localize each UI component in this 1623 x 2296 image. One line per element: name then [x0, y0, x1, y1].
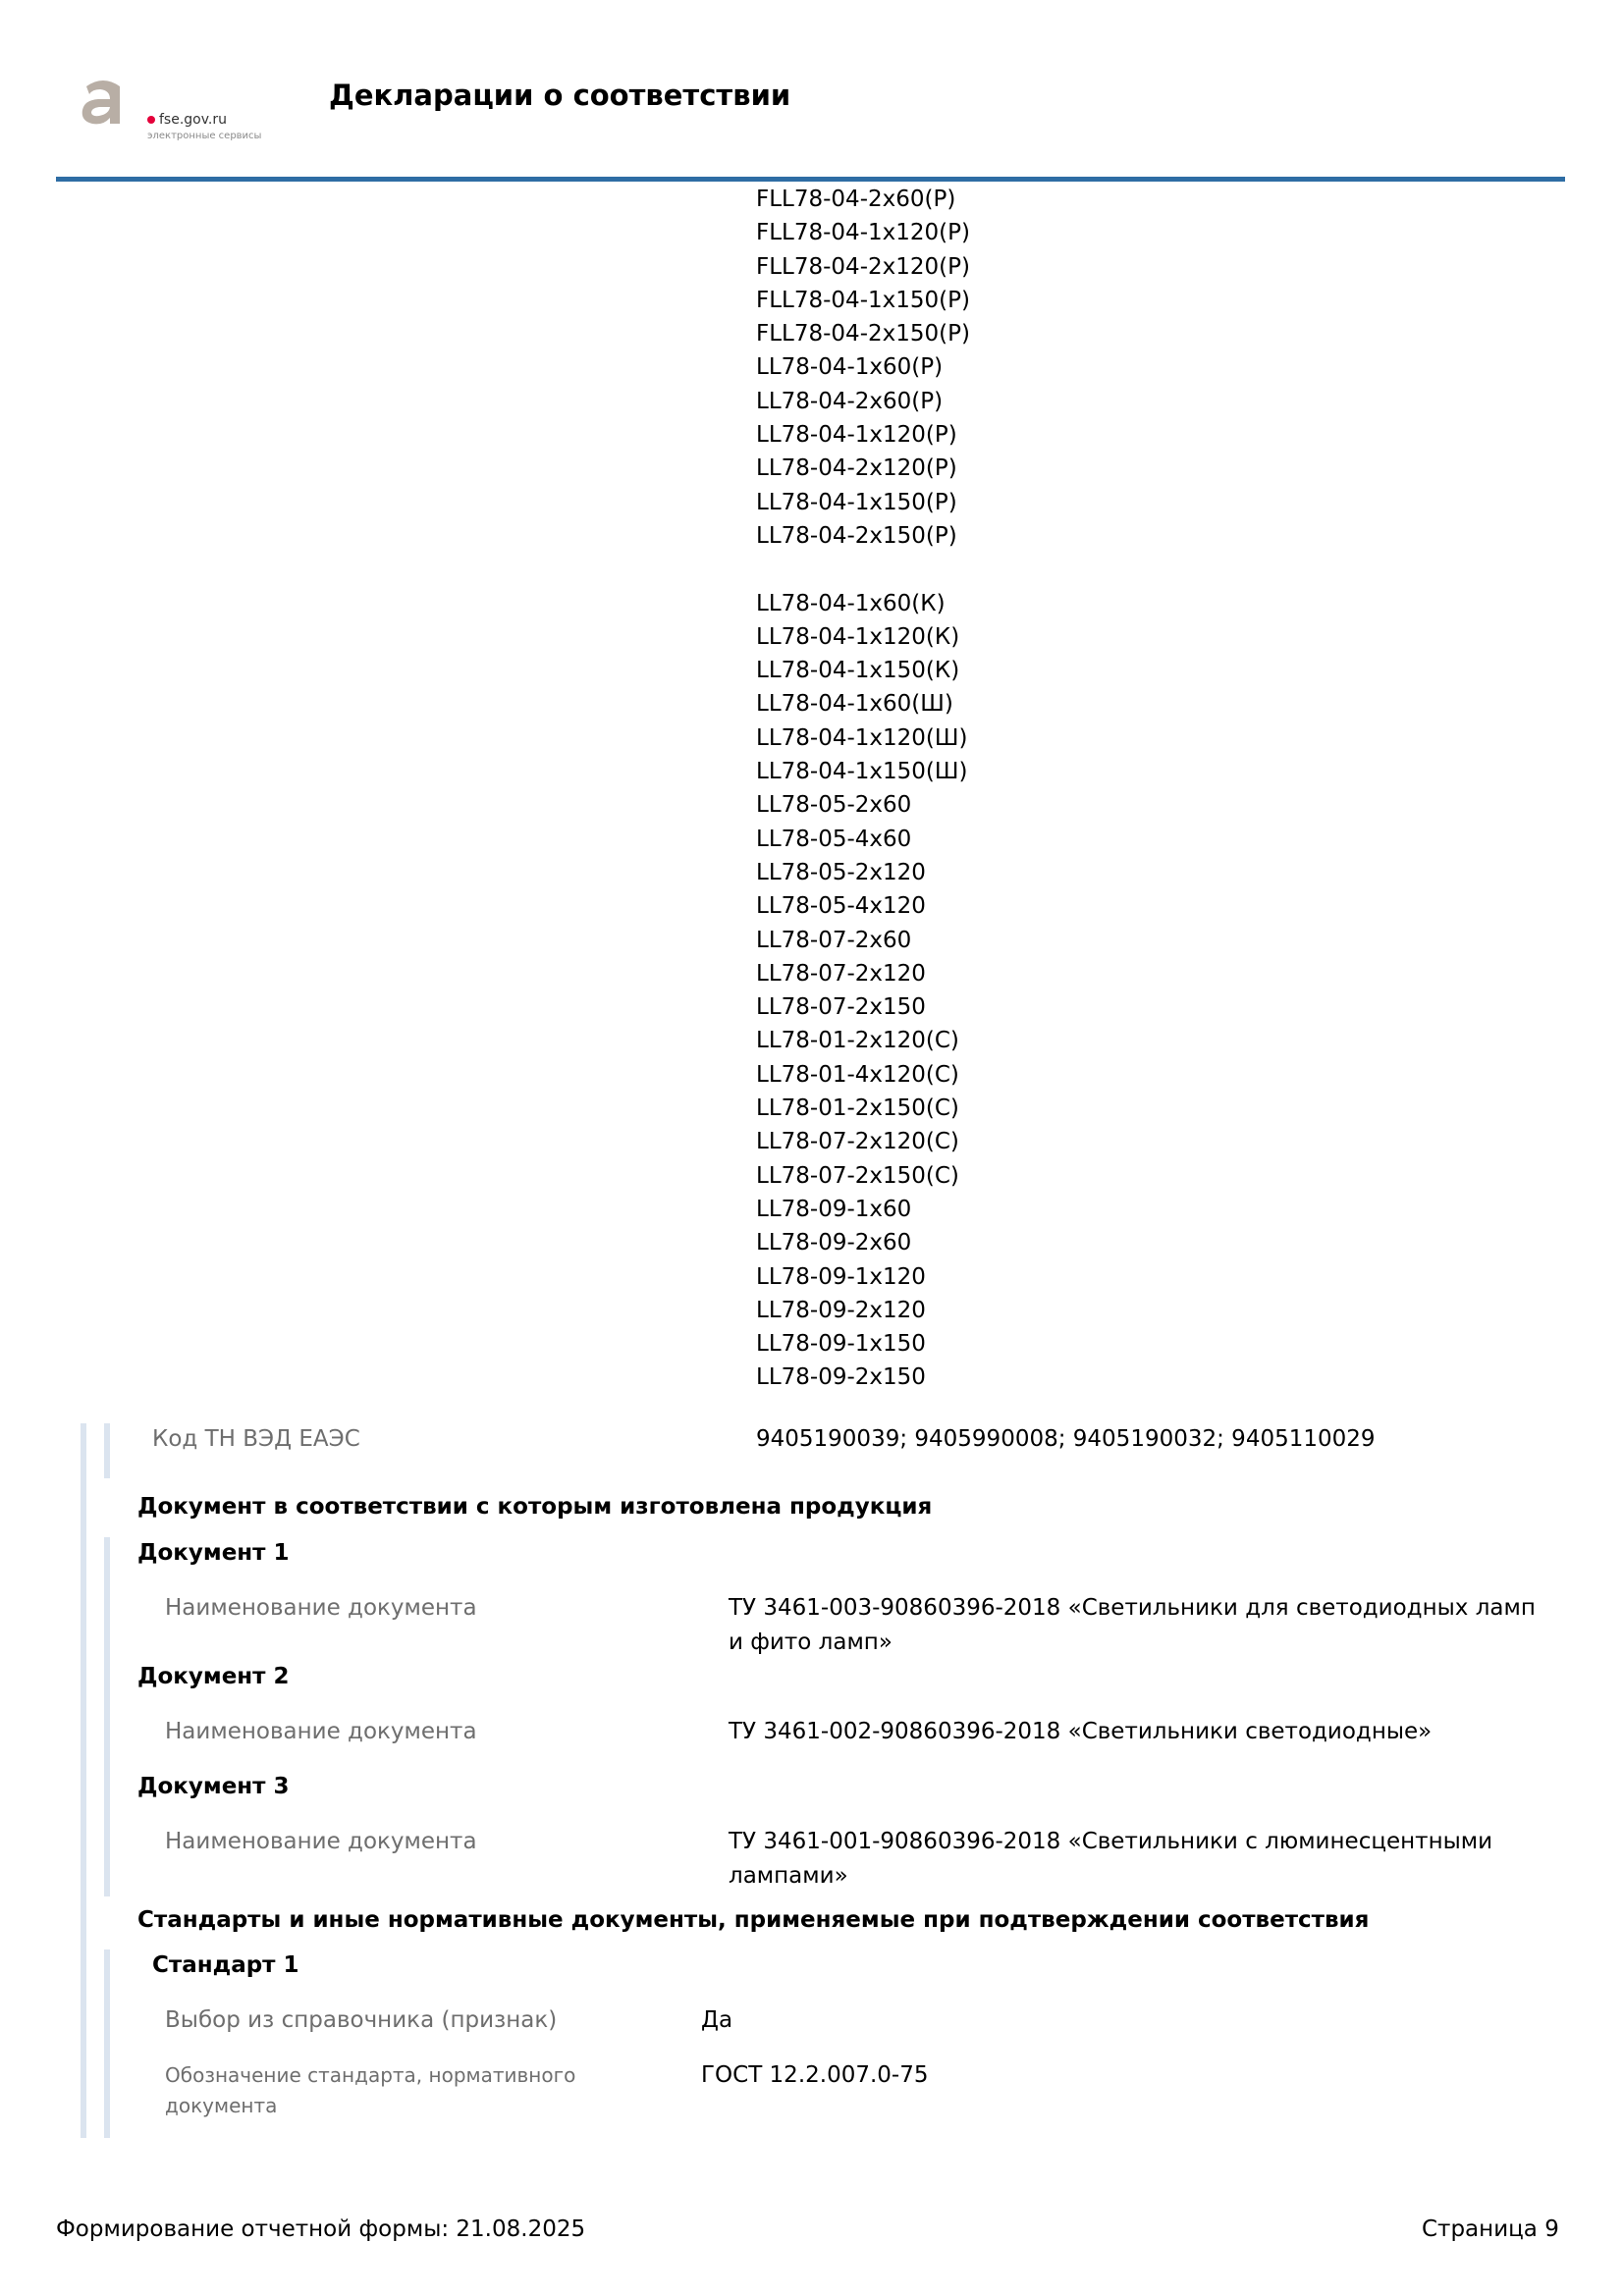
- list-item: LL78-04-1x150(К): [756, 658, 960, 684]
- list-item: LL78-01-4x120(C): [756, 1061, 959, 1088]
- tnved-value: 9405190039; 9405990008; 9405190032; 9405110029: [756, 1426, 1376, 1452]
- document-name-value: ТУ 3461-003-90860396-2018 «Светильники для светодиодных ламп и фито ламп»: [729, 1595, 1536, 1655]
- standard-designation-label: Обозначение стандарта, нормативного документа: [165, 2063, 576, 2117]
- logo-site: fse.gov.ru: [147, 112, 227, 128]
- list-item: LL78-07-2x150: [756, 994, 926, 1021]
- list-item: FLL78-04-2x150(P): [756, 321, 970, 347]
- list-item: LL78-05-2x120: [756, 859, 926, 885]
- page-title: Декларации о соответствии: [329, 79, 791, 112]
- document-title: Документ 3: [137, 1774, 290, 1799]
- list-item: LL78-04-1x60(К): [756, 590, 946, 616]
- list-item: LL78-07-2x60: [756, 927, 912, 953]
- list-item: FLL78-04-2x120(P): [756, 253, 970, 280]
- logo-subtitle: электронные сервисы: [147, 131, 262, 141]
- list-item: LL78-07-2x120(C): [756, 1129, 959, 1155]
- list-item: LL78-05-4x60: [756, 826, 912, 852]
- list-item: LL78-07-2x120: [756, 960, 926, 987]
- list-item: LL78-04-2x60(P): [756, 388, 944, 414]
- document-name-value: ТУ 3461-001-90860396-2018 «Светильники с люминесцентными лампами»: [729, 1829, 1493, 1889]
- list-item: LL78-04-2x150(P): [756, 522, 957, 549]
- list-item: LL78-09-1x60: [756, 1196, 912, 1222]
- section-bar-standards: [104, 1949, 110, 2138]
- list-item: LL78-05-2x60: [756, 792, 912, 819]
- list-item: LL78-09-1x120: [756, 1263, 926, 1290]
- list-item: LL78-04-2x120(P): [756, 455, 957, 482]
- logo-dot-icon: [147, 116, 155, 124]
- list-item: LL78-04-1x60(P): [756, 354, 944, 381]
- list-item: [756, 553, 970, 586]
- section-bar-tnved: [104, 1423, 110, 1478]
- list-item: LL78-04-1x60(Ш): [756, 691, 953, 718]
- document-title: Документ 1: [137, 1540, 290, 1566]
- list-item: LL78-07-2x150(C): [756, 1162, 959, 1189]
- section-bar-documents: [104, 1537, 110, 1896]
- list-item: LL78-09-2x60: [756, 1230, 912, 1256]
- header-divider: [56, 177, 1565, 182]
- list-item: LL78-04-1x150(P): [756, 489, 957, 515]
- standard-choice-label: Выбор из справочника (признак): [165, 2007, 558, 2033]
- standards-heading: Стандарты и иные нормативные документы, применяемые при подтверждении соответствия: [137, 1907, 1370, 1933]
- list-item: LL78-01-2x150(C): [756, 1095, 959, 1122]
- document-name-label: Наименование документа: [165, 1829, 477, 1854]
- section-bar-outer: [81, 1423, 86, 2138]
- standard-choice-value: Да: [701, 2007, 733, 2033]
- tnved-label: Код ТН ВЭД ЕАЭС: [152, 1426, 360, 1452]
- model-list: [756, 183, 970, 1395]
- list-item: LL78-01-2x120(C): [756, 1028, 959, 1054]
- fse-logo-icon: [77, 77, 130, 133]
- list-item: LL78-09-2x150: [756, 1364, 926, 1391]
- list-item: FLL78-04-2x60(P): [756, 187, 956, 212]
- standard-designation-value: ГОСТ 12.2.007.0-75: [701, 2062, 929, 2088]
- list-item: LL78-09-1x150: [756, 1331, 926, 1358]
- footer-generated: Формирование отчетной формы: 21.08.2025: [56, 2216, 586, 2242]
- list-item: LL78-04-1x120(Ш): [756, 724, 968, 751]
- list-item: FLL78-04-1x150(P): [756, 287, 970, 313]
- list-item: LL78-09-2x120: [756, 1297, 926, 1323]
- document-name-label: Наименование документа: [165, 1719, 477, 1744]
- list-item: LL78-04-1x150(Ш): [756, 759, 968, 785]
- list-item: LL78-04-1x120(P): [756, 422, 957, 449]
- footer-page-number: Страница 9: [1422, 2216, 1559, 2242]
- list-item: LL78-05-4x120: [756, 893, 926, 920]
- standard-title: Стандарт 1: [152, 1952, 299, 1978]
- document-name-value: ТУ 3461-002-90860396-2018 «Светильники светодиодные»: [729, 1719, 1433, 1744]
- documents-heading: Документ в соответствии с которым изготовлена продукция: [137, 1494, 933, 1520]
- list-item: FLL78-04-1x120(P): [756, 220, 970, 246]
- document-name-label: Наименование документа: [165, 1595, 477, 1621]
- document-title: Документ 2: [137, 1664, 290, 1689]
- list-item: LL78-04-1x120(К): [756, 623, 960, 650]
